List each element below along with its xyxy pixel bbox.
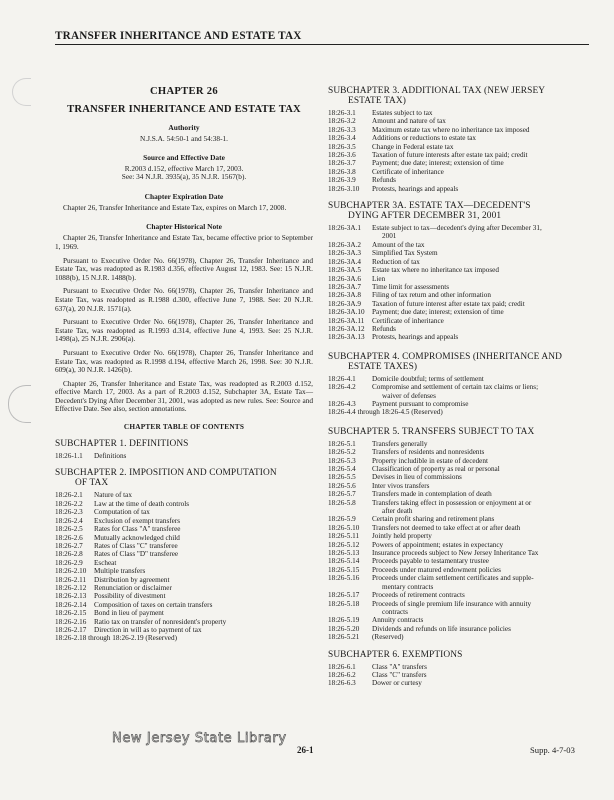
section-number: 18:26-5.13 [328, 549, 360, 558]
toc-entry [328, 549, 590, 557]
section-title: Lien [372, 274, 386, 283]
section-number: 18:26-3A.2 [328, 240, 361, 249]
section-number: 18:26-5.17 [328, 591, 360, 600]
toc-entry [328, 591, 590, 599]
toc-entry-reserved: 18:26-2.18 through 18:26-2.19 (Reserved) [55, 634, 177, 643]
section-title: Certificate of inheritance [372, 167, 444, 176]
section-title: (Reserved) [372, 633, 404, 642]
source-line-2: See: 34 N.J.R. 3935(a), 35 N.J.R. 1567(b). [121, 172, 247, 182]
toc-entry [328, 440, 590, 448]
toc-entry [328, 524, 590, 532]
section-number: 18:26-2.16 [55, 617, 87, 626]
section-number: 18:26-4.1 [328, 374, 356, 383]
section-number: 18:26-5.18 [328, 599, 360, 608]
section-title: Estates subject to tax [372, 109, 433, 117]
section-number: 18:26-3A.10 [328, 308, 365, 317]
history-heading: Chapter Historical Note [146, 222, 222, 232]
section-title: Refunds [372, 324, 396, 333]
section-title: Payment; due date; interest; extension of time [372, 159, 504, 168]
toc-entry [328, 333, 590, 341]
toc-entry-reserved: 18:26-4.4 through 18:26-4.5 (Reserved) [328, 408, 443, 417]
section-title: Inter vivos transfers [372, 481, 430, 490]
toc-entry [55, 601, 313, 609]
section-title: Class "A" transfers [372, 662, 427, 671]
section-title: Devises in lieu of commissions [372, 473, 462, 482]
subchapter-2-title: SUBCHAPTER 2. IMPOSITION AND COMPUTATION OF TAX [55, 468, 277, 489]
section-title: Dower or curtesy [372, 679, 422, 688]
section-title: Classification of property as real or personal [372, 465, 500, 473]
section-title: Insurance proceeds subject to New Jersey Inheritance Tax [372, 549, 539, 558]
section-number: 18:26-5.15 [328, 565, 360, 574]
section-number: 18:26-3A.3 [328, 249, 361, 258]
section-title: Refunds [372, 176, 396, 185]
toc-entry [55, 584, 313, 592]
toc-entry [55, 491, 313, 499]
section-title: Simplified Tax System [372, 249, 438, 258]
section-number: 18:26-5.12 [328, 540, 360, 549]
toc-entry [328, 325, 590, 333]
section-number: 18:26-2.8 [55, 550, 83, 559]
section-number: 18:26-3A.13 [328, 333, 365, 342]
section-number: 18:26-5.8 [328, 498, 356, 507]
section-number: 18:26-5.4 [328, 465, 356, 473]
toc-entry [328, 457, 590, 465]
section-number: 18:26-6.3 [328, 679, 356, 688]
subchapter-5-title: SUBCHAPTER 5. TRANSFERS SUBJECT TO TAX [328, 426, 535, 437]
section-number: 18:26-3A.5 [328, 266, 361, 275]
section-number: 18:26-2.11 [55, 575, 87, 584]
section-title: Proceeds of single premium life insurance with annuity contracts [372, 599, 532, 616]
section-number: 18:26-5.3 [328, 456, 356, 465]
toc-entry [55, 576, 313, 584]
toc-entry [55, 508, 313, 516]
section-title: Jointly held property [372, 532, 432, 541]
section-title: Estate tax where no inheritance tax imposed [372, 266, 499, 275]
section-title: Estate subject to tax—decedent's dying after December 31, 2001 [372, 224, 542, 241]
section-number: 18:26-5.20 [328, 624, 360, 633]
section-title: Mutually acknowledged child [94, 533, 180, 542]
chapter-title: TRANSFER INHERITANCE AND ESTATE TAX [67, 104, 301, 115]
toc-entry [328, 168, 590, 176]
toc-entry [328, 151, 590, 159]
authority-text: N.J.S.A. 54:50-1 and 54:38-1. [140, 134, 228, 143]
header-rule [55, 44, 589, 45]
subchapter-6-list [328, 663, 590, 688]
section-title: Payment; due date; interest; extension of time [372, 308, 504, 317]
right-column [328, 86, 590, 688]
section-title: Composition of taxes on certain transfers [94, 600, 213, 609]
subchapter-2-list [55, 491, 313, 634]
section-title: Filing of tax return and other information [372, 291, 491, 300]
toc-entry [55, 500, 313, 508]
toc-entry [328, 574, 590, 591]
section-title: Certain profit sharing and retirement plans [372, 515, 495, 524]
section-number: 18:26-5.19 [328, 616, 360, 625]
history-paragraph: Pursuant to Executive Order No. 66(1978), Chapter 26, Transfer Inheritance and Estate Tax, was readopted as R.1988 d.300, effective June 7, 1988. See: 20 N.J.R. 637(a), 20 N.J.R. 1571(a). [55, 286, 313, 313]
section-title: Exclusion of exempt transfers [94, 516, 181, 525]
toc-entry [328, 671, 590, 679]
section-number: 18:26-3.3 [328, 125, 356, 134]
section-number: 18:26-2.9 [55, 558, 83, 567]
section-title: Transfers taking effect in possession or enjoyment at or after death [372, 498, 532, 516]
toc-entry [328, 176, 590, 184]
section-number: 18:26-4.3 [328, 399, 356, 408]
toc-entry [328, 117, 590, 125]
toc-entry [328, 616, 590, 624]
section-title: Additions or reductions to estate tax [372, 134, 476, 143]
binding-hole-mark [8, 385, 31, 423]
section-number: 18:26-3A.6 [328, 274, 361, 283]
history-paragraph: Chapter 26, Transfer Inheritance and Estate Tax, was readopted as R.2003 d.152, effective March 17, 2003. As a part of R.2003 d.152, Subchapter 3A, Estate Tax—Decedent's Dying After December 31, 2001, was adopted as new rules. See: Source and Effective Date. See also, section annotations. [55, 378, 313, 414]
section-number: 18:26-2.4 [55, 516, 83, 525]
supplement-date: Supp. 4-7-03 [530, 745, 575, 755]
toc-entry [328, 143, 590, 151]
section-number: 18:26-5.11 [328, 532, 360, 541]
toc-entry [328, 473, 590, 481]
section-title: Proceeds payable to testamentary trustee [372, 557, 489, 566]
section-number: 18:26-2.5 [55, 525, 83, 534]
section-title: Law at the time of death controls [94, 499, 190, 508]
toc-entry: 18:26-1.1 Definitions [55, 452, 127, 461]
section-number: 18:26-3.10 [328, 184, 360, 193]
section-title: Ratio tax on transfer of nonresident's property [94, 617, 227, 626]
section-number: 18:26-6.2 [328, 670, 356, 679]
history-paragraph: Pursuant to Executive Order No. 66(1978), Chapter 26, Transfer Inheritance and Estate Tax, was readopted as R.1993 d.314, effective June 4, 1993. See: 25 N.J.R. 1498(a), 25 N.J.R. 2906(a). [55, 317, 313, 344]
section-title: Proceeds under matured endowment policies [372, 565, 501, 574]
toc-entry [328, 224, 590, 241]
section-title: Proceeds of retirement contracts [372, 591, 465, 600]
source-heading: Source and Effective Date [143, 152, 225, 162]
toc-entry [328, 679, 590, 687]
subchapter-6-title: SUBCHAPTER 6. EXEMPTIONS [328, 649, 463, 660]
history-notes [55, 234, 313, 414]
toc-entry [55, 609, 313, 617]
section-title: Domicile doubtful; terms of settlement [372, 374, 484, 383]
toc-entry [328, 249, 590, 257]
section-title: Escheat [94, 558, 117, 567]
section-number: 18:26-3A.12 [328, 324, 365, 333]
toc-entry [328, 625, 590, 633]
section-title: Distribution by agreement [94, 575, 170, 584]
section-number: 18:26-3A.8 [328, 291, 361, 300]
toc-entry [55, 517, 313, 525]
toc-entry [55, 534, 313, 542]
section-number: 18:26-3.9 [328, 176, 356, 185]
toc-entry [328, 557, 590, 565]
section-number: 18:26-5.21 [328, 633, 360, 642]
section-number: 18:26-3A.9 [328, 299, 361, 308]
running-head: TRANSFER INHERITANCE AND ESTATE TAX [55, 30, 302, 42]
section-number: 18:26-2.2 [55, 499, 83, 508]
toc-entry [55, 542, 313, 550]
toc-entry [328, 400, 590, 408]
section-title: Renunciation or disclaimer [94, 583, 172, 592]
section-number: 18:26-2.15 [55, 609, 87, 618]
toc-entry [328, 283, 590, 291]
toc-entry [55, 550, 313, 558]
section-title: Rates of Class "C" transferee [94, 541, 178, 550]
section-title: Payment pursuant to compromise [372, 399, 469, 408]
section-title: Bond in lieu of payment [94, 609, 164, 618]
toc-entry [328, 258, 590, 266]
subchapter-3a-list [328, 224, 590, 342]
toc-entry [55, 626, 313, 634]
section-title: Annuity contracts [372, 616, 424, 625]
section-title: Change in Federal estate tax [372, 142, 454, 151]
subchapter-4-title: SUBCHAPTER 4. COMPROMISES (INHERITANCE AND ESTATE TAXES) [328, 351, 562, 372]
section-number: 18:26-3.6 [328, 151, 356, 160]
subchapter-3-list [328, 109, 590, 193]
section-number: 18:26-2.12 [55, 583, 87, 592]
toc-entry [328, 465, 590, 473]
section-number: 18:26-3.4 [328, 134, 356, 143]
expiration-heading: Chapter Expiration Date [144, 191, 224, 201]
section-title: Proceeds under claim settlement certificates and supple- mentary contracts [372, 574, 534, 591]
section-title: Compromise and settlement of certain tax claims or liens; waiver of defenses [372, 383, 539, 400]
section-title: Taxation of future interests after estate tax paid; credit [372, 151, 528, 160]
subchapter-3-title: SUBCHAPTER 3. ADDITIONAL TAX (NEW JERSEY ESTATE TAX) [328, 86, 546, 106]
section-number: 18:26-5.7 [328, 490, 356, 499]
section-title: Transfers generally [372, 439, 428, 448]
toc-entry [328, 448, 590, 456]
toc-entry [328, 663, 590, 671]
toc-entry [328, 515, 590, 523]
page-number: 26-1 [297, 745, 314, 755]
section-title: Class "C" transfers [372, 670, 427, 679]
toc-entry [328, 159, 590, 167]
section-title: Powers of appointment; estates in expectancy [372, 540, 504, 549]
section-title: Maximum estate tax where no inheritance tax imposed [372, 125, 530, 134]
binding-hole-mark [12, 78, 31, 106]
toc-entry [328, 300, 590, 308]
section-number: 18:26-2.17 [55, 625, 87, 634]
section-title: Amount of the tax [372, 240, 425, 249]
toc-entry [328, 633, 590, 641]
toc-entry [55, 525, 313, 533]
history-paragraph: Pursuant to Executive Order No. 66(1978), Chapter 26, Transfer Inheritance and Estate Tax, was readopted as R.1998 d.194, effective March 26, 1998. See: 30 N.J.R. 609(a), 30 N.J.R. 1426(b). [55, 347, 313, 375]
section-number: 18:26-2.13 [55, 592, 87, 601]
section-number: 18:26-5.1 [328, 439, 356, 448]
toc-entry [328, 126, 590, 134]
toc-entry [328, 499, 590, 516]
section-title: Dividends and refunds on life insurance policies [372, 624, 511, 633]
toc-entry [328, 134, 590, 142]
section-title: Rates for Class "A" transferee [94, 525, 181, 534]
section-title: Rates of Class "D" transferee [94, 550, 179, 559]
section-number: 18:26-2.14 [55, 600, 87, 609]
authority-heading: Authority [168, 123, 200, 132]
chapter-number: CHAPTER 26 [149, 86, 219, 97]
expiration-text: Chapter 26, Transfer Inheritance and Estate Tax, expires on March 17, 2008. [63, 202, 287, 212]
section-number: 18:26-3A.4 [328, 257, 361, 266]
subchapter-4-list [328, 375, 590, 409]
toc-entry [328, 308, 590, 316]
history-paragraph: Pursuant to Executive Order No. 66(1978), Chapter 26, Transfer Inheritance and Estate Tax, was readopted as R.1983 d.356, effective August 12, 1983. See: 15 N.J.R. 1088(b), 15 N.J.R. 1488(b). [55, 255, 313, 282]
toc-entry [328, 266, 590, 274]
section-number: 18:26-6.1 [328, 662, 356, 671]
section-title: Amount and nature of tax [372, 117, 446, 126]
section-number: 18:26-3.1 [328, 109, 356, 117]
section-number: 18:26-2.1 [55, 491, 83, 500]
section-number: 18:26-5.16 [328, 574, 360, 583]
section-title: Time limit for assessments [372, 282, 450, 291]
section-title: Transfers made in contemplation of death [372, 490, 492, 499]
section-title: Certificate of inheritance [372, 316, 444, 325]
section-number: 18:26-5.9 [328, 515, 356, 524]
toc-entry [328, 317, 590, 325]
subchapter-5-list [328, 440, 590, 642]
subchapter-3a-title: SUBCHAPTER 3A. ESTATE TAX—DECEDENT'S DYING AFTER DECEMBER 31, 2001 [328, 201, 531, 222]
toc-entry [328, 541, 590, 549]
section-number: 18:26-3.8 [328, 167, 356, 176]
section-number: 18:26-5.6 [328, 481, 356, 490]
toc-entry [328, 383, 590, 400]
source-line-1: R.2003 d.152, effective March 17, 2003. [124, 163, 244, 173]
library-stamp: New Jersey State Library [112, 731, 287, 746]
toc-entry [55, 618, 313, 626]
section-title: Protests, hearings and appeals [372, 333, 459, 342]
section-title: Nature of tax [94, 491, 132, 500]
toc-entry [328, 291, 590, 299]
section-number: 18:26-5.5 [328, 473, 356, 482]
section-title: Reduction of tax [372, 257, 420, 266]
section-number: 18:26-5.10 [328, 523, 360, 532]
section-number: 18:26-5.2 [328, 448, 356, 457]
toc-heading: CHAPTER TABLE OF CONTENTS [123, 422, 245, 432]
section-number: 18:26-3.5 [328, 142, 356, 151]
toc-entry [55, 567, 313, 575]
section-number: 18:26-2.10 [55, 567, 87, 576]
toc-entry [328, 532, 590, 540]
section-title: Transfers not deemed to take effect at or after death [372, 523, 521, 532]
toc-entry [328, 109, 590, 117]
toc-entry [328, 275, 590, 283]
toc-entry [328, 185, 590, 193]
section-number: 18:26-2.6 [55, 533, 83, 542]
section-number: 18:26-4.2 [328, 383, 356, 392]
section-title: Property includible in estate of decedent [372, 456, 488, 465]
section-number: 18:26-2.7 [55, 541, 83, 550]
section-number: 18:26-3A.11 [328, 316, 365, 325]
history-paragraph: Chapter 26, Transfer Inheritance and Estate Tax, became effective prior to September 1, 1969. [55, 233, 313, 251]
section-number: 18:26-3A.7 [328, 282, 361, 291]
section-title: Multiple transfers [94, 567, 146, 576]
toc-entry [328, 375, 590, 383]
section-title: Direction in will as to payment of tax [94, 625, 202, 634]
toc-entry [55, 592, 313, 600]
section-title: Protests, hearings and appeals [372, 184, 459, 193]
toc-entry [328, 566, 590, 574]
left-column [55, 86, 313, 643]
toc-entry [328, 490, 590, 498]
toc-entry [328, 600, 590, 617]
subchapter-1-title: SUBCHAPTER 1. DEFINITIONS [55, 439, 189, 450]
section-number: 18:26-3A.1 [328, 224, 361, 233]
toc-entry [328, 241, 590, 249]
section-number: 18:26-3.7 [328, 159, 356, 168]
toc-entry [55, 559, 313, 567]
section-number: 18:26-5.14 [328, 557, 360, 566]
section-title: Transfers of residents and nonresidents [372, 448, 485, 457]
section-number: 18:26-2.3 [55, 508, 83, 517]
toc-entry [328, 482, 590, 490]
section-title: Possibility of divestment [94, 592, 166, 601]
section-number: 18:26-3.2 [328, 117, 356, 126]
section-title: Computation of tax [94, 508, 150, 517]
section-title: Taxation of future interest after estate tax paid; credit [372, 299, 525, 308]
